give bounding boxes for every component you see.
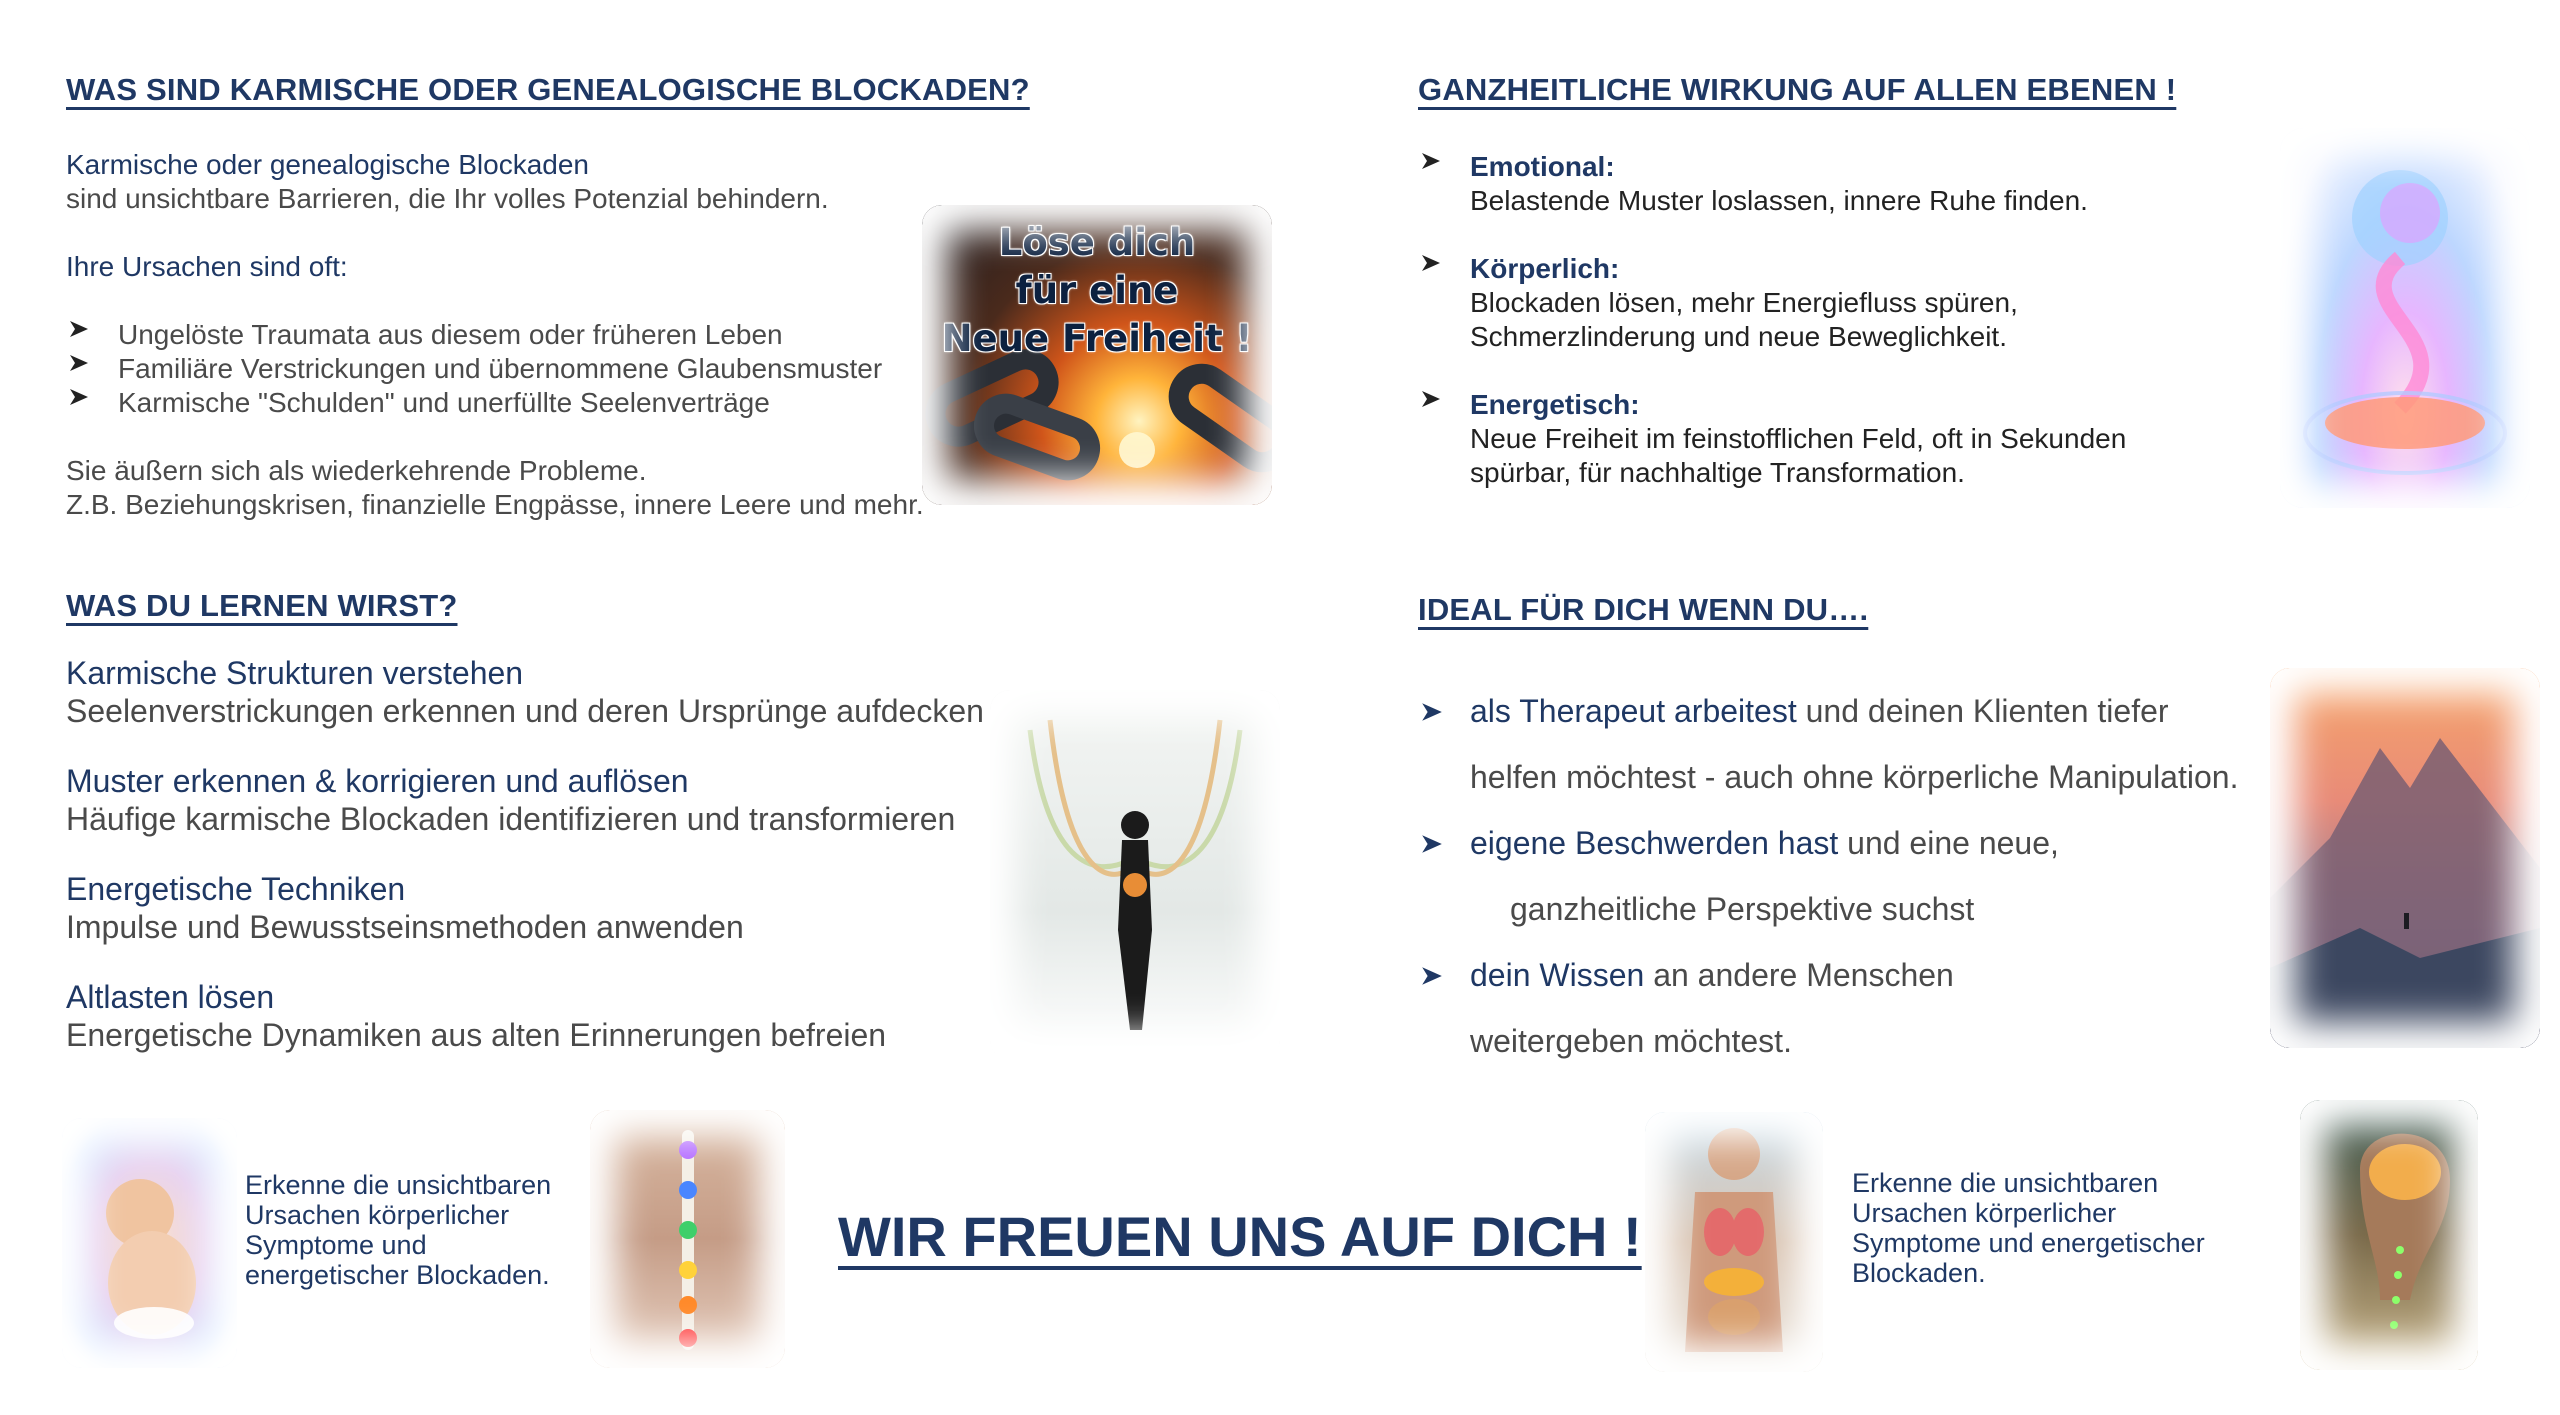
baby-image bbox=[62, 1118, 237, 1368]
mountain-image bbox=[2270, 668, 2540, 1048]
causes-title: Ihre Ursachen sind oft: bbox=[66, 251, 348, 282]
arrow-bullet-icon bbox=[68, 386, 90, 408]
chain-image-text: Löse dich für eine Neue Freiheit ! bbox=[941, 221, 1253, 360]
body-organs-icon bbox=[1645, 1112, 1823, 1372]
spine-chakra-image bbox=[590, 1110, 785, 1368]
arrow-bullet-icon bbox=[1420, 832, 1444, 856]
list-item: Karmische Strukturen verstehen Seelenverstrickungen erkennen und deren Ursprünge aufdecken bbox=[66, 655, 984, 729]
list-item: Energetische Techniken Impulse und Bewusstseinsmethoden anwenden bbox=[66, 871, 744, 945]
lernen-list bbox=[66, 654, 1066, 1054]
arrow-bullet-icon bbox=[1420, 700, 1444, 724]
list-item: Emotional: Belastende Muster loslassen, innere Ruhe finden. bbox=[1418, 150, 2218, 218]
list-item: Altlasten lösen Energetische Dynamiken aus alten Erinnerungen befreien bbox=[66, 979, 887, 1053]
intro-title: Karmische oder genealogische Blockaden bbox=[66, 149, 589, 180]
outro-line-2: Z.B. Beziehungskrisen, finanzielle Engpässe, innere Leere und mehr. bbox=[66, 489, 924, 520]
arrow-bullet-icon bbox=[1420, 252, 1442, 274]
spine-icon bbox=[590, 1110, 785, 1368]
energy-fountain-image bbox=[2280, 128, 2530, 508]
list-item: eigene Beschwerden hast und eine neue, ganzheitliche Perspektive suchst bbox=[1418, 810, 2318, 942]
list-item: Energetisch: Neue Freiheit im feinstofflichen Feld, oft in Sekunden spürbar, für nachhaltige Transformation. bbox=[1418, 388, 2218, 490]
section-heading-ideal: IDEAL FÜR DICH WENN DU…. bbox=[1418, 592, 1869, 627]
energy-person-image bbox=[990, 690, 1280, 1060]
wirkung-list bbox=[1418, 150, 2218, 490]
causes-list bbox=[66, 318, 966, 420]
intro-text: sind unsichtbare Barrieren, die Ihr volles Potenzial behindern. bbox=[66, 183, 829, 214]
list-item: Muster erkennen & korrigieren und auflösen Häufige karmische Blockaden identifizieren und transformieren bbox=[66, 763, 956, 837]
section-heading-blockaden: WAS SIND KARMISCHE ODER GENEALOGISCHE BLOCKADEN? bbox=[66, 72, 1030, 107]
arrow-bullet-icon bbox=[1420, 150, 1442, 172]
arrow-bullet-icon bbox=[1420, 964, 1444, 988]
bottom-left-caption: Erkenne die unsichtbaren Ursachen körperlicher Symptome und energetischer Blockaden. bbox=[245, 1170, 552, 1290]
list-item: Familiäre Verstrickungen und übernommene Glaubensmuster bbox=[66, 352, 966, 386]
baby-icon bbox=[62, 1118, 237, 1368]
intro-block bbox=[66, 148, 966, 522]
broken-chain-image bbox=[922, 205, 1272, 505]
ideal-list bbox=[1418, 678, 2318, 1074]
section-heading-wirkung: GANZHEITLICHE WIRKUNG AUF ALLEN EBENEN ! bbox=[1418, 72, 2177, 107]
list-item: Ungelöste Traumata aus diesem oder früheren Leben bbox=[66, 318, 966, 352]
arrow-bullet-icon bbox=[1420, 388, 1442, 410]
mountain-icon bbox=[2270, 668, 2540, 1048]
list-item: als Therapeut arbeitest und deinen Klienten tiefer helfen möchtest - auch ohne körperliche Manipulation. bbox=[1418, 678, 2318, 810]
brain-head-image bbox=[2300, 1100, 2478, 1370]
outro-line-1: Sie äußern sich als wiederkehrende Probleme. bbox=[66, 455, 647, 486]
arrow-bullet-icon bbox=[68, 318, 90, 340]
list-item: Körperlich: Blockaden lösen, mehr Energiefluss spüren, Schmerzlinderung und neue Beweglichkeit. bbox=[1418, 252, 2218, 354]
person-silhouette-icon bbox=[990, 690, 1280, 1060]
section-heading-lernen: WAS DU LERNEN WIRST? bbox=[66, 588, 458, 623]
brain-icon bbox=[2300, 1100, 2478, 1370]
list-item: Karmische "Schulden" und unerfüllte Seelenverträge bbox=[66, 386, 966, 420]
closing-message: WIR FREUEN UNS AUF DICH ! bbox=[838, 1205, 1642, 1268]
arrow-bullet-icon bbox=[68, 352, 90, 374]
energy-swirl-icon bbox=[2280, 128, 2530, 508]
bottom-right-caption: Erkenne die unsichtbaren Ursachen körperlicher Symptome und energetischer Blockaden. bbox=[1852, 1168, 2205, 1288]
list-item: dein Wissen an andere Menschen weitergeben möchtest. bbox=[1418, 942, 2318, 1074]
anatomy-image bbox=[1645, 1112, 1823, 1372]
